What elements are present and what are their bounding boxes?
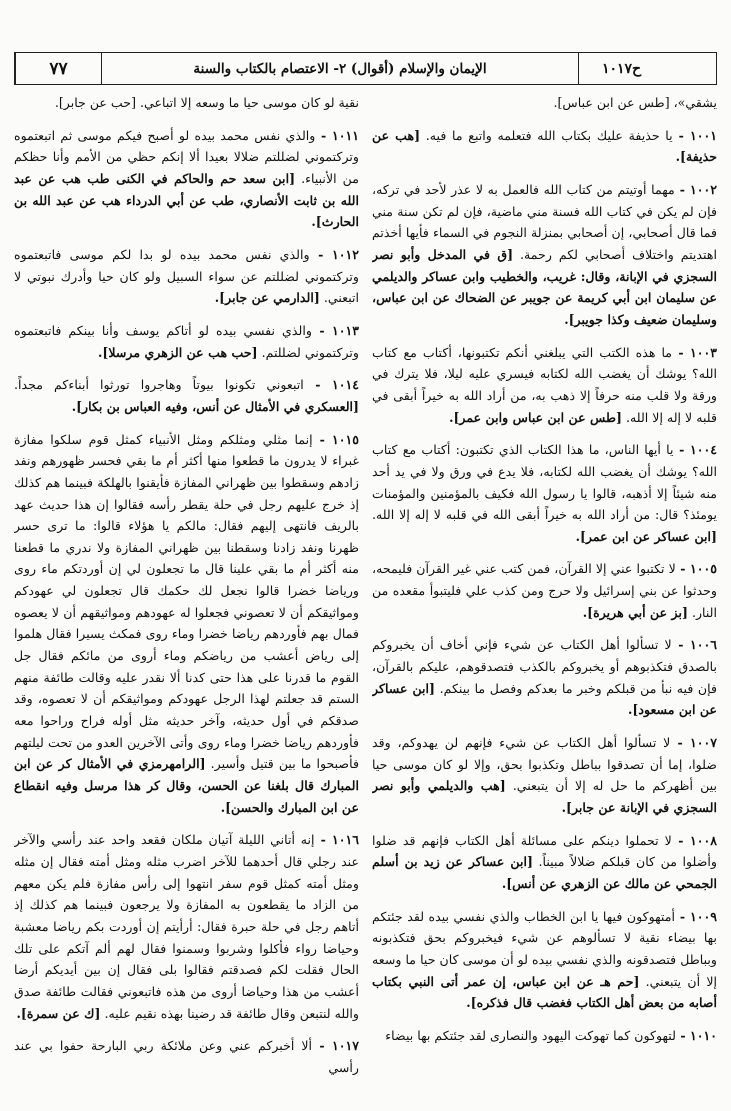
hadith-source: [بز عن أبي هريرة].	[582, 604, 688, 620]
hadith-number: ١٠١٤ -	[303, 377, 359, 393]
hadith-text: والذي نفس محمد بيده لو بدا لكم موسى فاتبعتموه وتركتموني لضللتم عن سواء السبيل ولو كان حيا وأدرك نبوتي لا اتبعني.	[14, 246, 359, 306]
hadith-source: [ابن عساكر عن زيد بن أسلم الجمحي عن مالك عن الزهري عن أنس].	[372, 854, 717, 891]
hadith-entry	[372, 634, 717, 721]
hadith-text: نقية لو كان موسى حيا ما وسعه إلا اتباعي.	[136, 95, 359, 110]
hadith-text: والذي نفسي بيده لو أتاكم يوسف وأنا بينكم فاتبعتموه وتركتموني لضللتم.	[14, 322, 359, 360]
hadith-source: [العسكري في الأمثال عن أنس، وفيه العباس بن بكار].	[71, 398, 359, 414]
hadith-number: ١٠٠٩ -	[674, 908, 717, 924]
hadith-source: [ابن عساكر عن ابن مسعود].	[372, 680, 717, 718]
hadith-source: [طس عن ابن عباس].	[553, 95, 670, 110]
hadith-number: ١٠٠٤ -	[673, 442, 717, 458]
hadith-number: ١٠١١ -	[315, 127, 359, 143]
running-title: الإيمان والإسلام (أقوال) ٢- الاعتصام بالكتاب والسنة	[101, 53, 578, 84]
hadith-entry	[372, 558, 717, 623]
hadith-text: لا تسألوا أهل الكتاب عن شيء فإني أخاف أن يخبروكم بالصدق فتكذبوهم أو يخبروكم بالكذب فتصدقوهم، عليكم بالقرآن، فإن فيه نبأ من قبلكم وخبر ما بعدكم وفصل ما بينكم.	[372, 637, 717, 696]
continued-text	[372, 92, 717, 114]
hadith-entry	[14, 374, 359, 417]
hadith-text: لا تحملوا دينكم على مسائلة أهل الكتاب فإنهم قد ضلوا وأضلوا من كان قبلكم ضلالاً مبيناً.	[372, 832, 717, 870]
hadith-entry	[372, 179, 717, 331]
hadith-range-ref: ح١٠١٧	[578, 53, 664, 84]
hadith-source: [ابن عساكر عن ابن عمر].	[575, 528, 717, 544]
hadith-number: ١٠٠٥ -	[675, 561, 717, 577]
hadith-text: لتهوكون كما تهوكت اليهود والنصارى لقد جئتكم بها بيضاء	[385, 1027, 676, 1043]
left-column	[14, 92, 359, 1104]
hadith-number: ١٠١٢ -	[309, 246, 359, 262]
hadith-entry	[372, 830, 717, 895]
hadith-text: اتبعوني تكونوا بيوتاً وهاجروا تورثوا أبناءكم مجداً.	[14, 377, 304, 393]
hadith-source: [الرامهرمزي في الأمثال كر عن ابن المبارك قال بلغنا عن الحسن، وقال كر هذا مرسل وفيه انقطاع عن ابن المبارك والحسن].	[14, 756, 359, 815]
page-header	[14, 52, 717, 85]
hadith-source: [طس عن ابن عباس وابن عمر].	[449, 409, 623, 425]
hadith-entry	[372, 1025, 717, 1047]
hadith-text: إنه أتاني الليلة آتيان ملكان فقعد واحد عند رأسي والآخر عند رجلي قال أحدهما للآخر اضرب مثله ومثل أمته فقال إن مثله ومثل أمته كمثل قوم سفر انتهوا إلى رأس مفازة فلم يكن معهم من الزاد ما يقطعون به المفازة ولا يرجعون فبينما هم كذلك إذ أتاهم رجل في حلة حبرة فقال: أرأيتم إن أوردت بكم رياضا معشبة وحياضا رواء فأكلوا وشربوا وسمنوا فقال لهم ألم آتكم على تلك الحال فقلت لكم فصدقتم فقالوا بلى فقال إن بين أيديكم أرضا أعشب من هذا وحياضا أروى من هذه فاتبعوني فقالت طائفة صدق والله لنتبعن وقال طائفة قد رضينا بهذه نقيم عليه.	[14, 832, 359, 1021]
hadith-entry	[372, 342, 717, 429]
hadith-source: [هب والديلمي وأبو نصر السجزي في الإبانة عن جابر].	[372, 778, 717, 816]
hadith-source: [الدارمي عن جابر].	[214, 290, 320, 306]
hadith-entry	[14, 1035, 359, 1078]
hadith-text: مهما أوتيتم من كتاب الله فالعمل به لا عذر لأحد في تركه، فإن لم يكن في كتاب الله فسنة مني ماضية، فإن لم تكن سنة مني فما قال أصحابي، إن أصحابي بمنزلة النجوم في السماء فأيها أخذتم اهتديتم واختلاف أصحابي لكم رحمة.	[372, 181, 717, 262]
continued-text	[14, 92, 359, 114]
hadith-number: ١٠١٥ -	[312, 431, 359, 447]
hadith-entry	[372, 906, 717, 1014]
hadith-source: [حب عن جابر].	[54, 95, 136, 110]
hadith-text: إنما مثلي ومثلكم ومثل الأنبياء كمثل قوم سلكوا مفازة غبراء لا يدرون ما قطعوا منها أكثر أم ما بقي فحسر ظهورهم ونفد زادهم وسقطوا بين ظهراني المفازة فأيقنوا بالهلكة فبينما هم كذلك إذ خرج عليهم رجل في حلة يقطر رأسه فقالوا إن هذا حديث عهد بالريف فانتهى إليهم فقال: مالكم يا هؤلاء قالوا: ما ترى حسر ظهرنا ونفد زادنا وسقطنا بين ظهراني المفازة ولا ندري ما قطعنا منه أكثر أم ما بقي علينا قال ما تجعلون لي إن أوردتكم ماء روى ورياضا خضرا قالوا نجعل لك حكمك قال تجعلون لي عهودكم ومواثيقكم أن لا تعصوني فجعلوا له عهودهم ومواثيقهم أن لا يعصوه فمال بهم فأوردهم رياضا خضرا وماء روى فمكث يسيرا فقال هلموا إلى رياض أعشب من رياضكم وماء أروى من مائكم فقال جل القوم ما قدرنا على هذا حتى كدنا ألا نقدر عليه وقالت طائفة منهم الستم قد جعلتم لهذا الرجل عهودكم ومواثيقكم أن لا تعصوه، وقد صدقكم في أول حديثه، وآخر حديثه مثل أوله فراح وراحوا معه فأوردهم رياضا خضرا وماء روى وأتى الآخرين العدو من تحت ليلتهم فأصبحوا ما بين قتيل وأسير.	[14, 431, 359, 772]
hadith-text: يا أيها الناس، ما هذا الكتاب الذي تكتبون: أكتاب مع كتاب الله؟ يوشك أن يغضب الله لكتابه، فلا يدع في ورق ولا في يد أحد منه شيئاً إلا أذهبه، قالوا يا رسول الله فكيف بالمؤمنين والمؤمنات يومئذ؟ قال: من أراد الله به خيراً أبقى الله في قلبه لا إله إلا الله.	[372, 442, 717, 523]
hadith-source: [ابن سعد حم والحاكم في الكنى طب هب عن عبد الله بن ثابت الأنصاري، طب عن أبي الدرداء هب عن عبد الله بن الحارث].	[14, 170, 359, 230]
hadith-source: [حب هب عن الزهري مرسلا].	[97, 344, 258, 360]
hadith-number: ١٠١٠ -	[675, 1027, 717, 1043]
hadith-source: [ق في المدخل وأبو نصر السجزي في الإبانة، وقال: غريب، والخطيب وابن عساكر والديلمي عن سليمان ابن أبي كريمة عن جويبر عن الضحاك عن ابن عباس، وسليمان ضعيف وكذا جويبر].	[372, 246, 717, 327]
hadith-number: ١٠٠٧ -	[670, 735, 717, 751]
hadith-number: ١٠٠٣ -	[672, 344, 717, 360]
hadith-entry	[372, 732, 717, 819]
hadith-number: ١٠١٣ -	[311, 322, 359, 338]
hadith-text: لا تكتبوا عني إلا القرآن، فمن كتب عني غير القرآن فليمحه، وحدثوا عن بني إسرائيل ولا حرج ومن كذب علي فليتبوأ مقعده من النار.	[372, 561, 717, 620]
hadith-entry	[14, 829, 359, 1024]
hadith-number: ١٠٠٨ -	[671, 832, 717, 848]
hadith-source: [ك عن سمرة].	[16, 1005, 101, 1021]
hadith-text: أمتهوكون فيها يا ابن الخطاب والذي نفسي بيده لقد جئتكم بها بيضاء نقية لا تسألوهم عن شيء فيخبروكم بحق فتكذبونه وبباطل فتصدقونه والذي نفسي بيده لو أن موسى كان حيا ما وسعه إلا أن يتبعني.	[372, 908, 717, 989]
hadith-entry	[372, 125, 717, 168]
hadith-text: ألا أخبركم عني وعن ملائكة ربي البارحة حفوا بي عند رأسي	[14, 1038, 359, 1075]
hadith-number: ١٠٠١ -	[672, 127, 717, 143]
hadith-number: ١٠٠٢ -	[674, 181, 717, 197]
hadith-text: ما هذه الكتب التي يبلغني أنكم تكتبونها، أكتاب مع كتاب الله؟ يوشك أن يغضب الله لكتابه فيسري عليه ليلا، فلا يترك في ورقة ولا قلب منه حرفاً إلا ذهب به، من أراد الله به خيراً أبقى في قلبه لا إله إلا الله.	[372, 344, 717, 425]
hadith-text: لا تسألوا أهل الكتاب عن شيء فإنهم لن يهدوكم، وقد ضلوا، إما أن تصدقوا بباطل وتكذبوا بحق، وإلا لو كان موسى حيا بين أظهركم ما حل له إلا أن يتبعني.	[372, 735, 717, 794]
page-number: ٧٧	[15, 53, 101, 84]
hadith-entry	[14, 429, 359, 819]
header-blank-cell	[664, 53, 716, 84]
hadith-number: ١٠٠٦ -	[671, 637, 717, 653]
hadith-text: يا حذيفة عليك بكتاب الله فتعلمه واتبع ما فيه.	[420, 127, 673, 143]
hadith-text: يشقي»،	[669, 95, 717, 110]
hadith-entry	[372, 439, 717, 547]
hadith-source: [حم هـ عن ابن عباس، إن عمر أتى النبي بكتاب أصابه من بعض أهل الكتاب فغضب قال فذكره].	[372, 973, 717, 1011]
hadith-entry	[14, 125, 359, 233]
hadith-entry	[14, 320, 359, 363]
hadith-number: ١٠١٦ -	[314, 832, 359, 848]
hadith-text: والذي نفس محمد بيده لو أصبح فيكم موسى ثم اتبعتموه وتركتموني لضللتم ضلالا بعيدا ألا إنكم حظي من الأمم وأنا حظكم من الأنبياء.	[14, 127, 359, 186]
hadith-source: [هب عن حذيفة].	[372, 127, 717, 165]
hadith-entry	[14, 244, 359, 309]
right-column	[372, 92, 717, 1104]
hadith-number: ١٠١٧ -	[312, 1038, 359, 1054]
